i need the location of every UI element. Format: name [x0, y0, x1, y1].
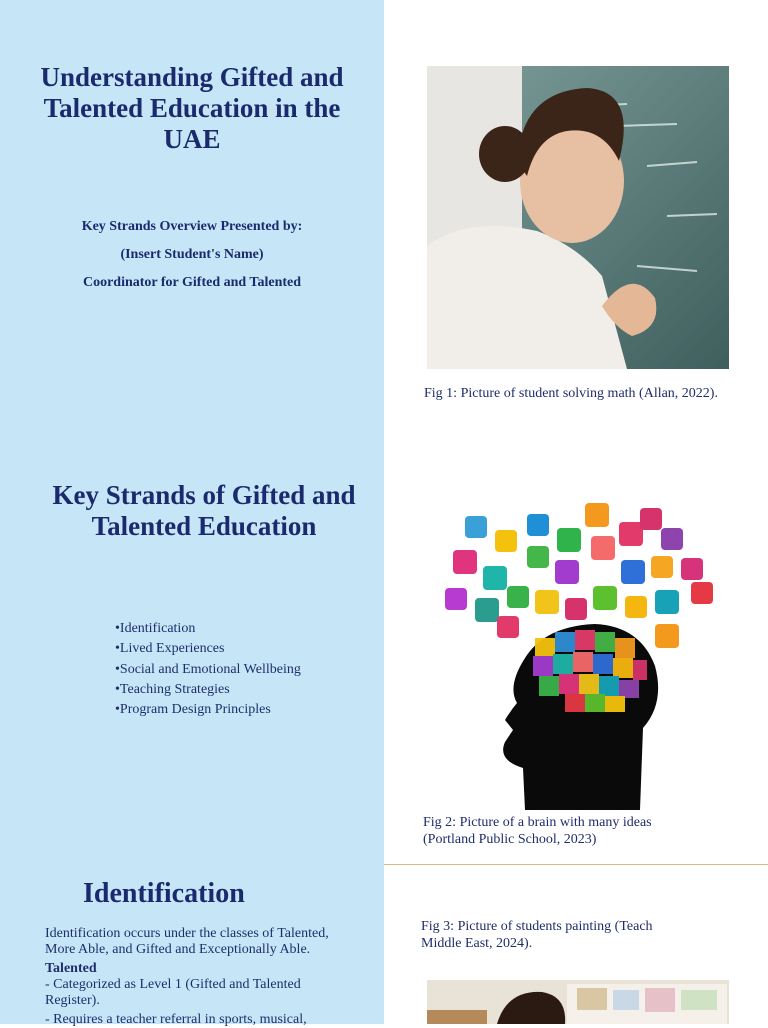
list-item: •Teaching Strategies [115, 681, 230, 697]
fig3-caption: Fig 3: Picture of students painting (Teach Middle East, 2024). [421, 919, 653, 951]
subtitle-coordinator: Coordinator for Gifted and Talented [82, 275, 302, 290]
talented-point-2: - Requires a teacher referral in sports, musical, [45, 1012, 307, 1027]
fig2-caption: Fig 2: Picture of a brain with many ideas (Portland Public School, 2023) [423, 815, 652, 847]
student-math-photo [427, 66, 729, 369]
list-item: •Identification [115, 621, 196, 636]
fig1-caption: Fig 1: Picture of student solving math (Allan, 2022). [424, 386, 718, 401]
talented-heading: Talented [45, 961, 97, 976]
list-item: •Lived Experiences [115, 641, 225, 657]
students-painting-photo [427, 980, 729, 1024]
subtitle-student-name: (Insert Student's Name) [120, 247, 264, 262]
identification-intro: Identification occurs under the classes of Talented, More Able, and Gifted and Exceptionally Able. [45, 926, 329, 957]
list-item: •Program Design Principles [115, 702, 271, 718]
talented-point-1: - Categorized as Level 1 (Gifted and Talented Register). [45, 977, 301, 1008]
brain-ideas-illustration [435, 498, 727, 810]
slide1-title: Understanding Gifted and Talented Education in the UAE [40, 62, 344, 154]
strands-list [115, 619, 301, 720]
slide2-title: Key Strands of Gifted and Talented Education [52, 480, 356, 541]
slide3-title: Identification [83, 878, 245, 909]
subtitle-presented-by: Key Strands Overview Presented by: [81, 219, 303, 234]
list-item: •Social and Emotional Wellbeing [115, 661, 301, 677]
slide-divider [384, 864, 768, 865]
